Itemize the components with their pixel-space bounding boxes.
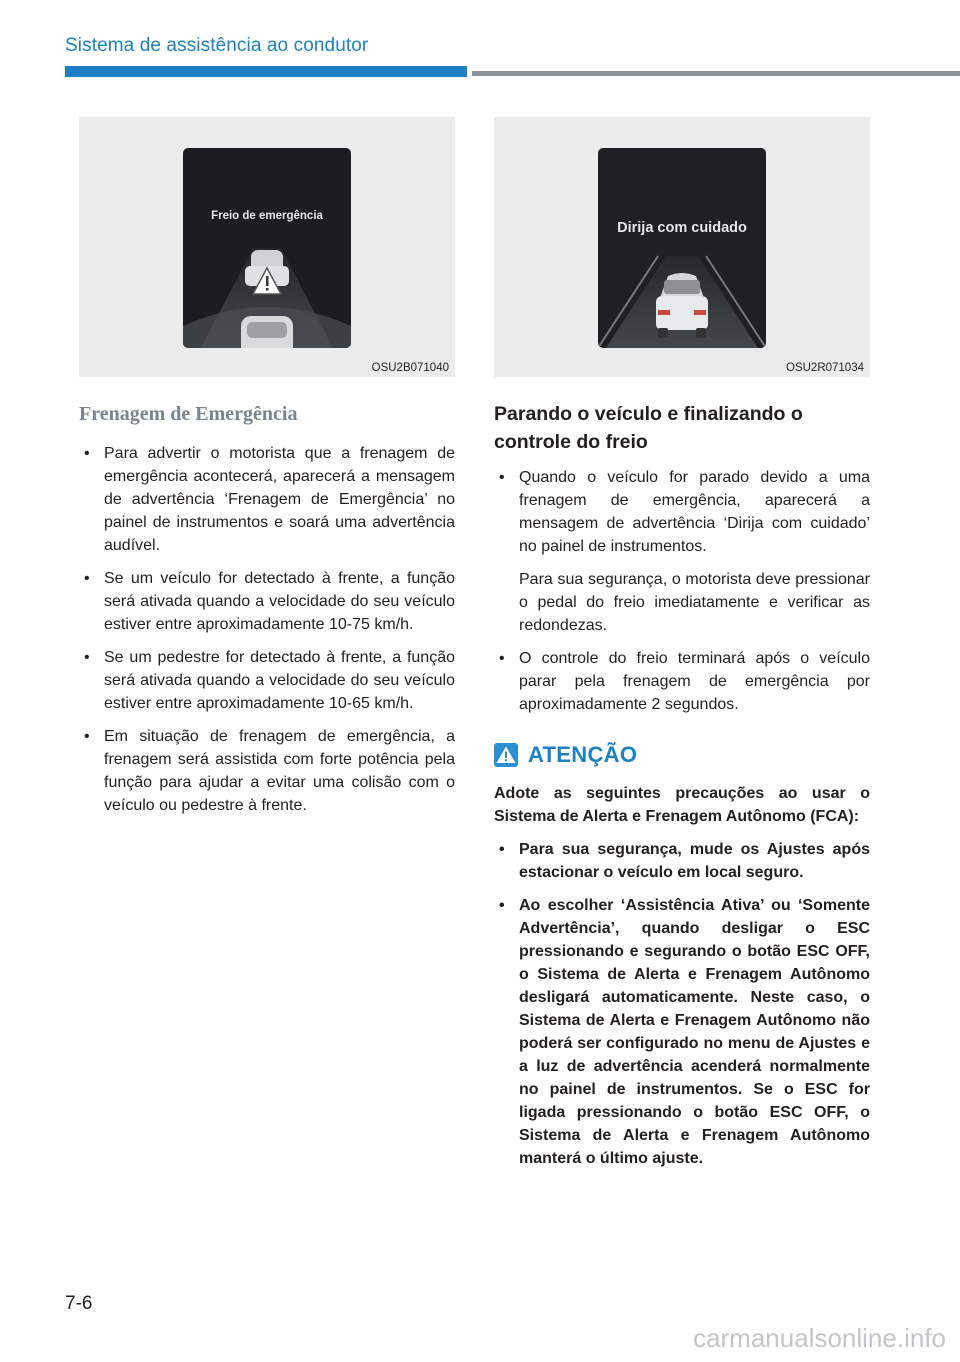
section-heading: Parando o veículo e finalizando o controle do freio xyxy=(494,403,803,453)
bullet-list xyxy=(494,466,870,716)
bullet-list xyxy=(79,442,455,817)
figure-emergency-brake xyxy=(79,117,455,377)
list-item-text: Quando o veículo for parado devido a uma frenagem de emergência, aparecerá a mensagem de advertência ‘Dirija com cuidado’ no painel de instrumentos. xyxy=(519,469,870,555)
figure-drive-carefully xyxy=(494,117,870,377)
attention-header xyxy=(494,740,870,770)
cluster-display xyxy=(598,148,766,348)
header-rule-gray xyxy=(472,71,960,76)
list-item: • Se um veículo for detectado à frente, a função será ativada quando a velocidade do seu veículo estiver entre aproximadamente 10-75 km/h. xyxy=(79,567,455,636)
section-title: Sistema de assistência ao condutor xyxy=(65,35,369,56)
list-item-paragraph: Para sua segurança, o motorista deve pressionar o pedal do freio imediatamente e verificar as redondezas. xyxy=(519,571,870,634)
section-heading: Frenagem de Emergência xyxy=(79,403,298,425)
list-item: • Em situação de frenagem de emergência, a frenagem será assistida com forte potência pela função para ajudar a evitar uma colisão com o veículo ou pedestre à frente. xyxy=(79,725,455,817)
display-message: Dirija com cuidado xyxy=(617,220,747,236)
header-rule-blue xyxy=(65,66,467,77)
list-item: • Para sua segurança, mude os Ajustes após estacionar o veículo em local seguro. xyxy=(494,838,870,884)
watermark: carmanualsonline.info xyxy=(693,1323,946,1353)
list-item: • Para advertir o motorista que a frenagem de emergência acontecerá, aparecerá a mensagem de advertência ‘Frenagem de Emergência’ no painel de instrumentos e soará uma advertência audível. xyxy=(79,442,455,557)
display-message: Freio de emergência xyxy=(211,210,323,222)
list-item: • Ao escolher ‘Assistência Ativa’ ou ‘Somente Advertência’, quando desligar o ESC pressionando e segurando o botão ESC OFF, o Sistema de Alerta e Frenagem Autônomo desligará automaticamente. Neste caso, o Sistema de Alerta e Frenagem Autônomo não poderá ser configurado no menu de Ajustes e a luz de advertência acenderá normalmente no painel de instrumentos. Se o ESC for ligada pressionando o botão ESC OFF, o Sistema de Alerta e Frenagem Autônomo manterá o último ajuste. xyxy=(494,894,870,1170)
car-stopped-icon xyxy=(598,148,766,348)
right-column xyxy=(494,400,870,1170)
attention-list xyxy=(494,838,870,1170)
figure-code: OSU2R071034 xyxy=(786,362,864,374)
cluster-display xyxy=(183,148,351,348)
list-item xyxy=(494,466,870,637)
list-item: • O controle do freio terminará após o veículo parar pela frenagem de emergência por aproximadamente 2 segundos. xyxy=(494,647,870,716)
attention-intro: Adote as seguintes precauções ao usar o Sistema de Alerta e Frenagem Autônomo (FCA): xyxy=(494,785,870,825)
page-number: 7-6 xyxy=(65,1293,93,1314)
left-column xyxy=(79,400,455,817)
warning-icon xyxy=(494,743,518,767)
figure-code: OSU2B071040 xyxy=(371,362,449,374)
list-item: • Se um pedestre for detectado à frente, a função será ativada quando a velocidade do seu veículo estiver entre aproximadamente 10-65 km/h. xyxy=(79,646,455,715)
car-ahead-warning-icon xyxy=(183,148,351,348)
attention-title: ATENÇÃO xyxy=(528,742,638,767)
